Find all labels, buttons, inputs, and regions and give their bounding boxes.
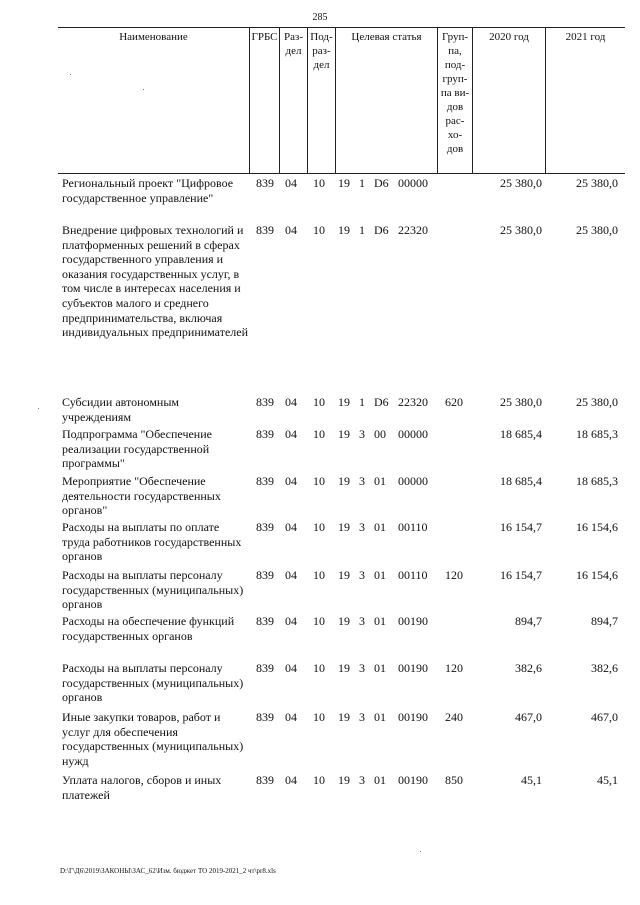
row-podrazdel: 10 — [313, 223, 325, 237]
row-cs-program: 19 — [338, 474, 350, 488]
row-amount-2021: 467,0 — [591, 710, 618, 724]
row-cs-direction: 00110 — [398, 568, 428, 582]
row-amount-2021: 18 685,3 — [576, 427, 618, 441]
row-grbs: 839 — [256, 427, 274, 441]
row-podrazdel: 10 — [313, 661, 325, 675]
row-cs-subprogram: 1 — [359, 223, 365, 237]
row-cs-program: 19 — [338, 773, 350, 787]
row-expense-type: 850 — [445, 773, 463, 787]
row-podrazdel: 10 — [313, 520, 325, 534]
row-amount-2021: 894,7 — [591, 614, 618, 628]
row-razdel: 04 — [285, 176, 297, 190]
row-grbs: 839 — [256, 395, 274, 409]
row-name: Субсидии автономным учреждениям — [62, 395, 179, 424]
row-name: Расходы на выплаты персоналу государственных (муниципальных) органов — [62, 568, 244, 612]
header-expense-type: Груп- па, под- груп- па ви- дов рас- хо- дов — [438, 28, 473, 173]
row-cs-subprogram: 1 — [359, 395, 365, 409]
row-cs-direction: 00000 — [398, 474, 428, 488]
row-cs-program: 19 — [338, 661, 350, 675]
row-cs-direction: 00190 — [398, 661, 428, 675]
row-amount-2020: 16 154,7 — [500, 568, 542, 582]
row-razdel: 04 — [285, 223, 297, 237]
row-amount-2020: 382,6 — [515, 661, 542, 675]
row-amount-2020: 894,7 — [515, 614, 542, 628]
row-grbs: 839 — [256, 661, 274, 675]
file-path-footer: D:\Г\Д6\2019\ЗАКОНЫ\ЗАС_62\Изм. бюджет ТО 2019-2021_2 чт\pr8.xls — [60, 867, 276, 875]
table-header — [58, 27, 625, 174]
row-grbs: 839 — [256, 223, 274, 237]
row-cs-program: 19 — [338, 710, 350, 724]
row-name: Региональный проект "Цифровое государственное управление" — [62, 176, 234, 205]
row-cs-event: D6 — [374, 223, 389, 237]
row-amount-2020: 467,0 — [515, 710, 542, 724]
row-razdel: 04 — [285, 614, 297, 628]
row-amount-2020: 16 154,7 — [500, 520, 542, 534]
row-cs-event: 01 — [374, 614, 386, 628]
row-name: Мероприятие "Обеспечение деятельности государственных органов" — [62, 474, 221, 518]
row-podrazdel: 10 — [313, 710, 325, 724]
row-name: Подпрограмма "Обеспечение реализации государственной программы" — [62, 427, 212, 471]
row-grbs: 839 — [256, 474, 274, 488]
row-amount-2020: 25 380,0 — [500, 395, 542, 409]
row-expense-type: 120 — [445, 568, 463, 582]
row-cs-program: 19 — [338, 568, 350, 582]
row-expense-type: 240 — [445, 710, 463, 724]
row-cs-subprogram: 3 — [359, 520, 365, 534]
row-expense-type: 120 — [445, 661, 463, 675]
row-amount-2021: 382,6 — [591, 661, 618, 675]
row-cs-direction: 22320 — [398, 395, 428, 409]
row-cs-program: 19 — [338, 176, 350, 190]
scan-speck — [70, 74, 71, 75]
row-cs-program: 19 — [338, 427, 350, 441]
header-2020: 2020 год — [473, 28, 546, 173]
row-podrazdel: 10 — [313, 474, 325, 488]
row-cs-subprogram: 3 — [359, 568, 365, 582]
row-amount-2021: 16 154,6 — [576, 568, 618, 582]
row-cs-subprogram: 3 — [359, 661, 365, 675]
row-razdel: 04 — [285, 568, 297, 582]
row-razdel: 04 — [285, 395, 297, 409]
row-cs-event: 01 — [374, 710, 386, 724]
scan-speck — [420, 851, 421, 852]
row-cs-program: 19 — [338, 614, 350, 628]
row-cs-subprogram: 1 — [359, 176, 365, 190]
header-2021: 2021 год — [565, 31, 606, 43]
row-cs-direction: 22320 — [398, 223, 428, 237]
scan-speck — [38, 408, 39, 409]
row-cs-subprogram: 3 — [359, 710, 365, 724]
row-amount-2021: 25 380,0 — [576, 223, 618, 237]
row-name: Расходы на выплаты по оплате труда работников государственных органов — [62, 520, 242, 564]
row-cs-subprogram: 3 — [359, 773, 365, 787]
header-target-article: Целевая статья — [336, 28, 438, 173]
row-cs-subprogram: 3 — [359, 474, 365, 488]
scan-speck — [143, 89, 144, 90]
header-name: Наименование — [58, 28, 250, 173]
row-name: Расходы на выплаты персоналу государственных (муниципальных) органов — [62, 661, 244, 705]
row-amount-2021: 25 380,0 — [576, 395, 618, 409]
row-amount-2020: 18 685,4 — [500, 427, 542, 441]
row-name: Внедрение цифровых технологий и платформенных решений в сферах государственного управления и оказания государственных услуг, в том числе в интересах населения и субъектов малого и среднего предпринимательства, включая индивидуальных предпринимателей — [62, 223, 248, 340]
row-grbs: 839 — [256, 176, 274, 190]
row-cs-direction: 00190 — [398, 710, 428, 724]
row-cs-direction: 00110 — [398, 520, 428, 534]
row-podrazdel: 10 — [313, 427, 325, 441]
row-podrazdel: 10 — [313, 614, 325, 628]
row-cs-event: D6 — [374, 176, 389, 190]
row-razdel: 04 — [285, 520, 297, 534]
row-cs-direction: 00190 — [398, 773, 428, 787]
row-cs-event: 01 — [374, 661, 386, 675]
row-cs-event: 01 — [374, 520, 386, 534]
row-grbs: 839 — [256, 773, 274, 787]
row-amount-2020: 45,1 — [521, 773, 542, 787]
header-grbs: ГРБС — [250, 28, 280, 173]
row-amount-2020: 18 685,4 — [500, 474, 542, 488]
row-cs-program: 19 — [338, 520, 350, 534]
page-number: 285 — [312, 12, 328, 23]
row-podrazdel: 10 — [313, 773, 325, 787]
row-cs-event: 01 — [374, 474, 386, 488]
row-cs-program: 19 — [338, 395, 350, 409]
row-razdel: 04 — [285, 661, 297, 675]
row-cs-event: 01 — [374, 568, 386, 582]
row-cs-program: 19 — [338, 223, 350, 237]
row-cs-event: 01 — [374, 773, 386, 787]
row-cs-event: D6 — [374, 395, 389, 409]
row-razdel: 04 — [285, 427, 297, 441]
row-amount-2020: 25 380,0 — [500, 176, 542, 190]
row-amount-2021: 45,1 — [597, 773, 618, 787]
row-cs-direction: 00000 — [398, 176, 428, 190]
header-podrazdel: Под- раз- дел — [308, 28, 336, 173]
row-name: Уплата налогов, сборов и иных платежей — [62, 773, 222, 802]
row-amount-2021: 16 154,6 — [576, 520, 618, 534]
row-expense-type: 620 — [445, 395, 463, 409]
row-cs-event: 00 — [374, 427, 386, 441]
row-grbs: 839 — [256, 614, 274, 628]
row-amount-2021: 18 685,3 — [576, 474, 618, 488]
row-grbs: 839 — [256, 568, 274, 582]
row-razdel: 04 — [285, 710, 297, 724]
row-amount-2020: 25 380,0 — [500, 223, 542, 237]
row-cs-direction: 00000 — [398, 427, 428, 441]
header-razdel: Раз- дел — [280, 28, 308, 173]
row-razdel: 04 — [285, 474, 297, 488]
row-cs-direction: 00190 — [398, 614, 428, 628]
row-cs-subprogram: 3 — [359, 427, 365, 441]
row-amount-2021: 25 380,0 — [576, 176, 618, 190]
row-name: Иные закупки товаров, работ и услуг для обеспечения государственных (муниципальных) нужд — [62, 710, 244, 768]
row-grbs: 839 — [256, 520, 274, 534]
row-grbs: 839 — [256, 710, 274, 724]
row-razdel: 04 — [285, 773, 297, 787]
row-podrazdel: 10 — [313, 395, 325, 409]
row-cs-subprogram: 3 — [359, 614, 365, 628]
row-podrazdel: 10 — [313, 568, 325, 582]
row-name: Расходы на обеспечение функций государственных органов — [62, 614, 235, 643]
row-podrazdel: 10 — [313, 176, 325, 190]
